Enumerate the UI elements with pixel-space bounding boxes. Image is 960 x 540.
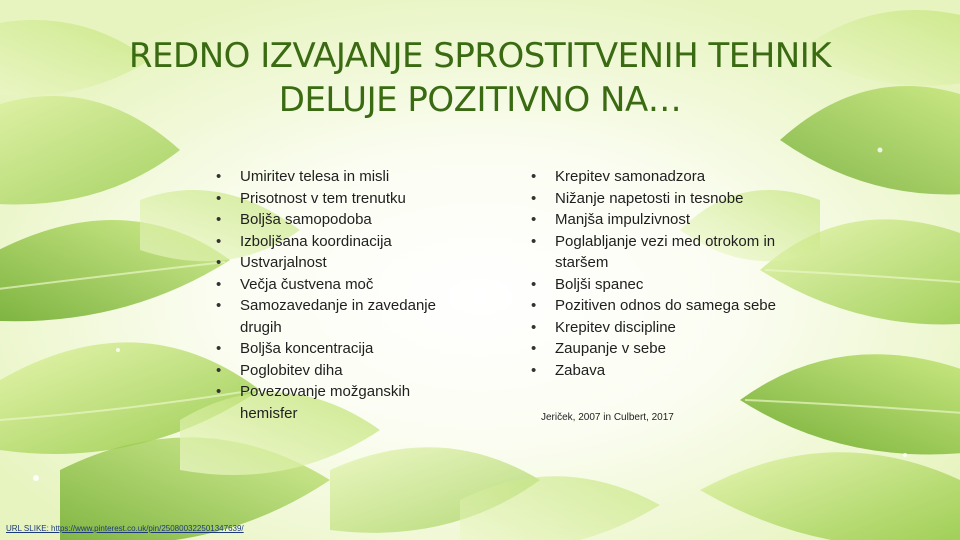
list-item: • Večja čustvena moč [216,274,466,296]
title-line-2: DELUJE POZITIVNO NA… [278,80,682,120]
list-item: • Boljši spanec [531,274,791,296]
list-item: • Zaupanje v sebe [531,338,791,360]
list-item: • Nižanje napetosti in tesnobe [531,188,791,210]
benefits-list-right [531,166,791,381]
list-item: • Umiritev telesa in misli [216,166,466,188]
citation: Jeriček, 2007 in Culbert, 2017 [541,412,674,423]
list-item: • Zabava [531,360,791,382]
title-line-1: REDNO IZVAJANJE SPROSTITVENIH TEHNIK [128,36,832,76]
list-item: • Prisotnost v tem trenutku [216,188,466,210]
list-item: • Pozitiven odnos do samega sebe [531,295,791,317]
list-item: • Boljša samopodoba [216,209,466,231]
list-item: • Krepitev discipline [531,317,791,339]
list-item: • Poglobitev diha [216,360,466,382]
list-item: • Izboljšana koordinacija [216,231,466,253]
list-item: • Samozavedanje in zavedanje drugih [216,295,466,338]
benefits-list-left [216,166,466,424]
list-item: • Krepitev samonadzora [531,166,791,188]
image-source-link[interactable]: URL SLIKE: https://www.pinterest.co.uk/pin/250800322501347639/ [6,524,244,533]
list-item: • Poglabljanje vezi med otrokom in staršem [531,231,791,274]
list-item: • Manjša impulzivnost [531,209,791,231]
list-item: • Povezovanje možganskih hemisfer [216,381,466,424]
list-item: • Ustvarjalnost [216,252,466,274]
list-item: • Boljša koncentracija [216,338,466,360]
slide-title [60,34,900,122]
